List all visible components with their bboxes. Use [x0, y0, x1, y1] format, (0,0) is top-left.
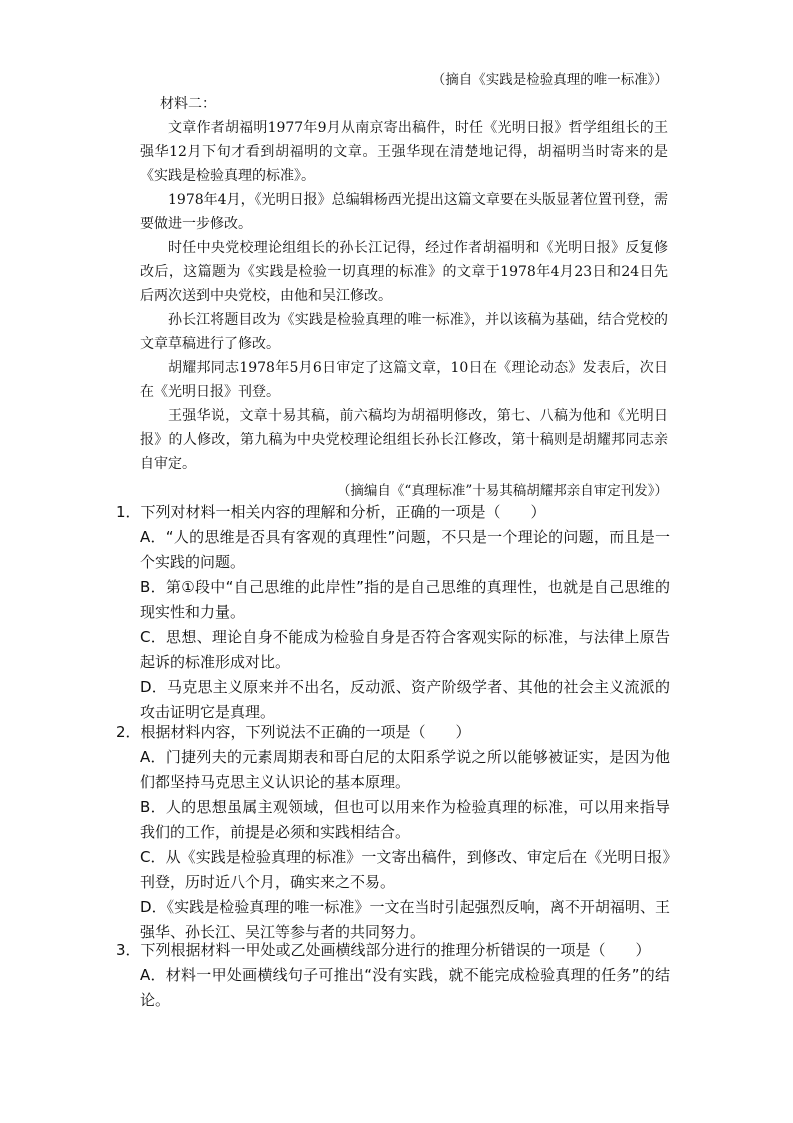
question-2-option-c: C．从《实践是检验真理的标准》一文寄出稿件，到修改、审定后在《光明日报》刊登，历时近八个月，确实来之不易。 [140, 848, 670, 891]
question-1-option-c: C．思想、理论自身不能成为检验自身是否符合客观实际的标准，与法律上原告起诉的标准形成对比。 [140, 628, 670, 671]
question-2-option-d: D．《实践是检验真理的唯一标准》一文在当时引起强烈反响，离不开胡福明、王强华、孙长江、吴江等参与者的共同努力。 [140, 898, 670, 941]
material-two-source: （摘编自《“真理标准”十易其稿胡耀邦亲自审定刊发》） [336, 483, 668, 499]
question-3-stem: 3．下列根据材料一甲处或乙处画横线部分进行的推理分析错误的一项是（ ） [116, 941, 651, 959]
question-1-stem: 1．下列对材料一相关内容的理解和分析，正确的一项是（ ） [116, 503, 546, 521]
question-2-stem: 2．根据材料内容，下列说法不正确的一项是（ ） [116, 723, 471, 741]
question-2-option-a: A．门捷列夫的元素周期表和哥白尼的太阳系学说之所以能够被证实，是因为他们都坚持马克思主义认识论的基本原理。 [140, 748, 670, 791]
question-1-option-b: B．第①段中“自己思维的此岸性”指的是自己思维的真理性，也就是自己思维的现实性和力量。 [140, 578, 670, 621]
material-two-paragraph: 1978年4月，《光明日报》总编辑杨西光提出这篇文章要在头版显著位置刊登，需要做进一步修改。 [140, 192, 668, 232]
material-two-paragraph: 时任中央党校理论组组长的孙长江记得，经过作者胡福明和《光明日报》反复修改后，这篇题为《实践是检验一切真理的标准》的文章于1978年4月23日和24日先后两次送到中央党校，由他和吴江修改。 [140, 240, 668, 304]
material-two-label: 材料二： [160, 96, 216, 112]
material-two-paragraph: 孙长江将题目改为《实践是检验真理的唯一标准》，并以该稿为基础，结合党校的文章草稿进行了修改。 [140, 312, 668, 352]
material-two-paragraph: 文章作者胡福明1977年9月从南京寄出稿件，时任《光明日报》哲学组组长的王强华12月下旬才看到胡福明的文章。王强华现在清楚地记得，胡福明当时寄来的是《实践是检验真理的标准》。 [140, 120, 668, 184]
material-two-paragraph: 王强华说，文章十易其稿，前六稿均为胡福明修改，第七、八稿为他和《光明日报》的人修改，第九稿为中央党校理论组组长孙长江修改，第十稿则是胡耀邦同志亲自审定。 [140, 408, 668, 472]
question-1-option-a: A．“人的思维是否具有客观的真理性”问题，不只是一个理论的问题，而且是一个实践的问题。 [140, 528, 670, 571]
question-2-option-b: B．人的思想虽属主观领域，但也可以用来作为检验真理的标准，可以用来指导我们的工作，前提是必须和实践相结合。 [140, 798, 670, 841]
material-two-paragraph: 胡耀邦同志1978年5月6日审定了这篇文章，10日在《理论动态》发表后，次日在《光明日报》刊登。 [140, 360, 668, 400]
question-1-option-d: D．马克思主义原来并不出名，反动派、资产阶级学者、其他的社会主义流派的攻击证明它是真理。 [140, 678, 670, 721]
question-3-option-a: A．材料一甲处画横线句子可推出“没有实践，就不能完成检验真理的任务”的结论。 [140, 966, 670, 1009]
material-one-source: （摘自《实践是检验真理的唯一标准》） [431, 72, 668, 88]
